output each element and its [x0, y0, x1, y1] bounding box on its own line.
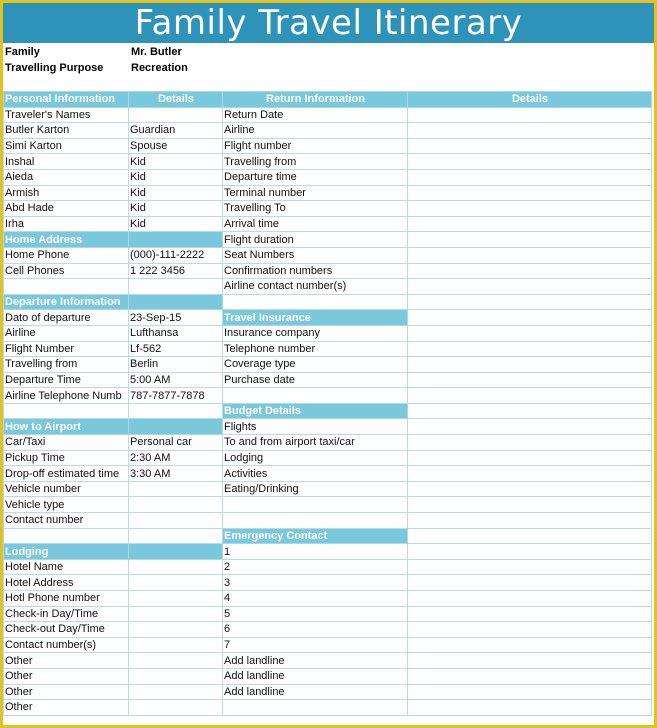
header-details-return: Details — [408, 92, 652, 108]
itinerary-table — [3, 91, 652, 716]
right-value-cell — [408, 341, 652, 357]
left-value-cell: 787-7877-7878 — [129, 388, 223, 404]
right-value-cell — [408, 388, 652, 404]
left-label-cell: Simi Karton — [4, 138, 129, 154]
table-row — [4, 388, 652, 404]
right-value-cell — [408, 247, 652, 263]
right-label-cell: Arrival time — [223, 216, 408, 232]
table-row — [4, 247, 652, 263]
header-row — [4, 92, 652, 108]
table-row — [4, 435, 652, 451]
table-row — [4, 341, 652, 357]
right-label-cell: Activities — [223, 466, 408, 482]
table-row — [4, 606, 652, 622]
table-row — [4, 466, 652, 482]
table-row — [4, 450, 652, 466]
right-value-cell — [408, 435, 652, 451]
left-label-cell: Car/Taxi — [4, 435, 129, 451]
left-label-cell: Abd Hade — [4, 201, 129, 217]
left-value-cell: Kid — [129, 169, 223, 185]
right-value-cell — [408, 310, 652, 326]
left-value-cell — [129, 668, 223, 684]
left-value-cell — [129, 497, 223, 513]
left-label-cell: Armish — [4, 185, 129, 201]
right-value-cell — [408, 544, 652, 560]
left-label-cell: Hotl Phone number — [4, 591, 129, 607]
right-label-cell: Confirmation numbers — [223, 263, 408, 279]
right-value-cell — [408, 185, 652, 201]
right-label-cell — [223, 513, 408, 529]
right-label-cell: Eating/Drinking — [223, 481, 408, 497]
right-label-cell: Insurance company — [223, 325, 408, 341]
table-row — [4, 372, 652, 388]
left-value-cell — [129, 481, 223, 497]
table-row — [4, 185, 652, 201]
left-label-cell: Traveler's Names — [4, 107, 129, 123]
left-value-cell — [129, 684, 223, 700]
right-value-cell — [408, 325, 652, 341]
right-label-cell: 7 — [223, 637, 408, 653]
right-label-cell: Purchase date — [223, 372, 408, 388]
left-value-cell: Kid — [129, 216, 223, 232]
left-value-cell — [129, 403, 223, 419]
right-value-cell — [408, 123, 652, 139]
left-label-cell — [4, 279, 129, 295]
right-value-cell — [408, 138, 652, 154]
left-value-cell — [129, 513, 223, 529]
left-value-cell — [129, 544, 223, 560]
table-row — [4, 138, 652, 154]
right-value-cell — [408, 466, 652, 482]
right-value-cell — [408, 216, 652, 232]
table-row — [4, 684, 652, 700]
right-label-cell: Add landline — [223, 684, 408, 700]
left-value-cell: Kid — [129, 154, 223, 170]
table-row — [4, 357, 652, 373]
right-label-cell: Terminal number — [223, 185, 408, 201]
table-row — [4, 591, 652, 607]
right-label-cell: Flights — [223, 419, 408, 435]
left-value-cell: Kid — [129, 201, 223, 217]
right-label-cell: Departure time — [223, 169, 408, 185]
family-value: Mr. Butler — [131, 46, 182, 58]
right-value-cell — [408, 450, 652, 466]
left-value-cell: Spouse — [129, 138, 223, 154]
left-value-cell: 23-Sep-15 — [129, 310, 223, 326]
left-value-cell — [129, 528, 223, 544]
right-label-cell — [223, 388, 408, 404]
right-value-cell — [408, 668, 652, 684]
table-row — [4, 700, 652, 716]
table-row — [4, 559, 652, 575]
right-label-cell: 4 — [223, 591, 408, 607]
table-row — [4, 513, 652, 529]
left-label-cell: Airline Telephone Numb — [4, 388, 129, 404]
table-row — [4, 169, 652, 185]
left-value-cell — [129, 559, 223, 575]
left-label-cell: Check-out Day/Time — [4, 622, 129, 638]
table-row — [4, 107, 652, 123]
left-label-cell: Travelling from — [4, 357, 129, 373]
left-label-cell: Cell Phones — [4, 263, 129, 279]
right-label-cell: Airline contact number(s) — [223, 279, 408, 295]
table-row — [4, 419, 652, 435]
right-value-cell — [408, 232, 652, 248]
left-value-cell: 1 222 3456 — [129, 263, 223, 279]
left-label-cell: Hotel Address — [4, 575, 129, 591]
section-header: Lodging — [4, 544, 129, 560]
section-header: Home Address — [4, 232, 129, 248]
left-label-cell: Check-in Day/Time — [4, 606, 129, 622]
section-header: Budget Details — [223, 403, 408, 419]
right-label-cell: Seat Numbers — [223, 247, 408, 263]
right-value-cell — [408, 263, 652, 279]
section-header: Emergency Contact — [223, 528, 408, 544]
left-value-cell — [129, 700, 223, 716]
left-value-cell — [129, 279, 223, 295]
table-row — [4, 232, 652, 248]
left-label-cell: Home Phone — [4, 247, 129, 263]
right-value-cell — [408, 497, 652, 513]
left-label-cell: Pickup Time — [4, 450, 129, 466]
left-value-cell: Kid — [129, 185, 223, 201]
left-label-cell — [4, 528, 129, 544]
header-return-information: Return Information — [223, 92, 408, 108]
table-row — [4, 403, 652, 419]
left-value-cell — [129, 575, 223, 591]
right-value-cell — [408, 107, 652, 123]
right-value-cell — [408, 528, 652, 544]
section-header: Travel Insurance — [223, 310, 408, 326]
left-label-cell: Inshal — [4, 154, 129, 170]
right-value-cell — [408, 622, 652, 638]
header-personal-information: Personal Information — [4, 92, 129, 108]
left-value-cell — [129, 232, 223, 248]
right-value-cell — [408, 653, 652, 669]
right-value-cell — [408, 357, 652, 373]
right-value-cell — [408, 279, 652, 295]
left-label-cell: Flight Number — [4, 341, 129, 357]
left-label-cell: Contact number(s) — [4, 637, 129, 653]
right-value-cell — [408, 201, 652, 217]
section-header: How to Airport — [4, 419, 129, 435]
table-row — [4, 528, 652, 544]
right-label-cell: Travelling To — [223, 201, 408, 217]
right-value-cell — [408, 606, 652, 622]
left-label-cell: Aieda — [4, 169, 129, 185]
right-label-cell: 3 — [223, 575, 408, 591]
right-value-cell — [408, 294, 652, 310]
left-value-cell: Lufthansa — [129, 325, 223, 341]
left-value-cell: 3:30 AM — [129, 466, 223, 482]
left-label-cell: Other — [4, 668, 129, 684]
right-value-cell — [408, 591, 652, 607]
right-value-cell — [408, 575, 652, 591]
right-label-cell: Return Date — [223, 107, 408, 123]
right-label-cell: Coverage type — [223, 357, 408, 373]
right-label-cell — [223, 294, 408, 310]
left-label-cell: Vehicle number — [4, 481, 129, 497]
left-value-cell: (000)-111-2222 — [129, 247, 223, 263]
left-label-cell: Contact number — [4, 513, 129, 529]
left-value-cell: Guardian — [129, 123, 223, 139]
right-label-cell: 2 — [223, 559, 408, 575]
table-row — [4, 294, 652, 310]
family-label: Family — [5, 46, 40, 58]
left-value-cell — [129, 294, 223, 310]
table-row — [4, 263, 652, 279]
left-label-cell: Irha — [4, 216, 129, 232]
right-value-cell — [408, 637, 652, 653]
right-label-cell: Lodging — [223, 450, 408, 466]
left-label-cell: Other — [4, 700, 129, 716]
table-row — [4, 201, 652, 217]
right-label-cell: 1 — [223, 544, 408, 560]
left-label-cell: Airline — [4, 325, 129, 341]
left-value-cell — [129, 622, 223, 638]
right-label-cell: Flight number — [223, 138, 408, 154]
left-value-cell — [129, 637, 223, 653]
left-value-cell — [129, 606, 223, 622]
left-label-cell: Butler Karton — [4, 123, 129, 139]
right-value-cell — [408, 559, 652, 575]
right-label-cell — [223, 497, 408, 513]
table-row — [4, 637, 652, 653]
table-row — [4, 622, 652, 638]
table-row — [4, 216, 652, 232]
right-value-cell — [408, 372, 652, 388]
left-value-cell: Berlin — [129, 357, 223, 373]
right-label-cell: Flight duration — [223, 232, 408, 248]
page-title: Family Travel Itinerary — [3, 3, 654, 43]
right-value-cell — [408, 403, 652, 419]
right-value-cell — [408, 513, 652, 529]
left-value-cell: 2:30 AM — [129, 450, 223, 466]
left-label-cell: Departure Time — [4, 372, 129, 388]
table-row — [4, 279, 652, 295]
right-value-cell — [408, 169, 652, 185]
right-label-cell: Telephone number — [223, 341, 408, 357]
right-label-cell: 6 — [223, 622, 408, 638]
table-row — [4, 154, 652, 170]
right-label-cell: Airline — [223, 123, 408, 139]
left-value-cell: 5:00 AM — [129, 372, 223, 388]
right-label-cell: Add landline — [223, 668, 408, 684]
left-label-cell: Vehicle type — [4, 497, 129, 513]
right-value-cell — [408, 481, 652, 497]
right-label-cell — [223, 700, 408, 716]
section-header: Departure Information — [4, 294, 129, 310]
left-label-cell: Other — [4, 684, 129, 700]
left-label-cell: Drop-off estimated time — [4, 466, 129, 482]
purpose-value: Recreation — [131, 62, 188, 74]
header-details: Details — [129, 92, 223, 108]
table-row — [4, 668, 652, 684]
table-row — [4, 481, 652, 497]
right-label-cell: Add landline — [223, 653, 408, 669]
left-value-cell: Lf-562 — [129, 341, 223, 357]
table-row — [4, 544, 652, 560]
left-label-cell — [4, 403, 129, 419]
table-row — [4, 575, 652, 591]
right-label-cell: Travelling from — [223, 154, 408, 170]
purpose-label: Travelling Purpose — [5, 62, 104, 74]
table-row — [4, 653, 652, 669]
left-value-cell — [129, 653, 223, 669]
right-label-cell: To and from airport taxi/car — [223, 435, 408, 451]
right-value-cell — [408, 700, 652, 716]
family-info — [3, 43, 654, 91]
right-value-cell — [408, 419, 652, 435]
left-value-cell — [129, 591, 223, 607]
right-value-cell — [408, 154, 652, 170]
left-value-cell — [129, 419, 223, 435]
right-label-cell: 5 — [223, 606, 408, 622]
left-label-cell: Hotel Name — [4, 559, 129, 575]
left-value-cell — [129, 107, 223, 123]
left-value-cell: Personal car — [129, 435, 223, 451]
right-value-cell — [408, 684, 652, 700]
left-label-cell: Dato of departure — [4, 310, 129, 326]
left-label-cell: Other — [4, 653, 129, 669]
table-row — [4, 123, 652, 139]
table-row — [4, 310, 652, 326]
table-row — [4, 325, 652, 341]
table-row — [4, 497, 652, 513]
